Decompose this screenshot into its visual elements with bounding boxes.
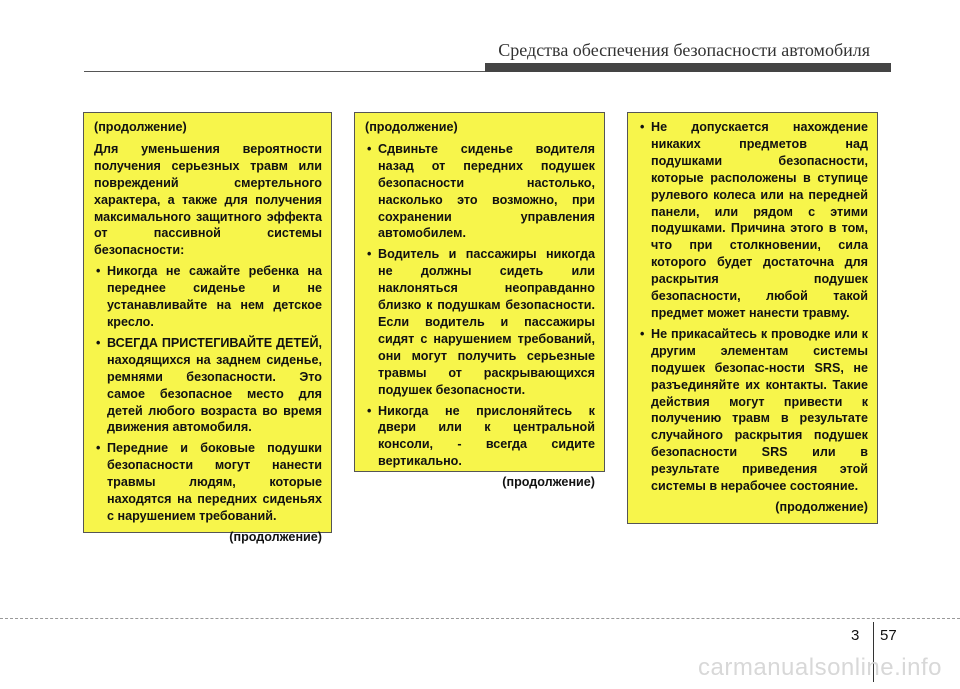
intro-paragraph: Для уменьшения вероятности получения серьезных травм или повреждений смертельного характера, а также для получения максимального защитного эффекта от пассивной системы безопасности: bbox=[94, 141, 322, 258]
list-item-text: Сдвиньте сиденье водителя назад от передних подушек безопасности настолько, насколько это возможно, при сохранении управления автомобилем. bbox=[378, 141, 595, 241]
header-rule-thick bbox=[485, 63, 891, 72]
continued-label-bottom: (продолжение) bbox=[502, 475, 595, 490]
bullet-icon: • bbox=[367, 403, 372, 418]
bullet-icon: • bbox=[96, 335, 101, 350]
list-item bbox=[638, 326, 868, 495]
list-item-text: Никогда не прислоняйтесь к двери или к центральной консоли, - всегда сидите вертикально. bbox=[378, 403, 595, 469]
list-item-text: Водитель и пассажиры никогда не должны сидеть или наклоняться неоправданно близко к подушкам безопасности. Если водитель и пассажиры сидят с нарушением требований, они могут получить серьезные травмы от раскрывающихся подушек безопасности. bbox=[378, 247, 595, 397]
bullet-icon: • bbox=[640, 120, 645, 134]
warning-box-1 bbox=[83, 112, 332, 544]
list-item bbox=[94, 263, 322, 331]
watermark: carmanualsonline.info bbox=[698, 654, 942, 681]
continued-label-top: (продолжение) bbox=[365, 120, 458, 134]
list-item bbox=[365, 403, 595, 471]
header-rule-thin bbox=[84, 71, 494, 72]
list-item-text: Не допускается нахождение никаких предметов над подушками безопасности, которые расположены в ступице рулевого колеса или на передней панели, или рядом с этими подушками. Причина этого в том, что при столкновении, сила которого будет достаточна для раскрытия подушек безопасности, любой такой предмет может нанести травму. bbox=[651, 120, 868, 320]
list-item bbox=[365, 246, 595, 398]
list-item-text: Не прикасайтесь к проводке или к другим элементам системы подушек безопас-ности SRS, не разъединяйте их контакты. Такие действия могут привести к получению травм в результате случайного раскрытия подушек безопасности SRS или в результате приведения этой системы в нерабочее состояние. bbox=[651, 326, 868, 494]
section-title: Средства обеспечения безопасности автомобиля bbox=[498, 40, 870, 60]
chapter-number: 3 bbox=[851, 627, 860, 644]
bullet-icon: • bbox=[367, 247, 372, 262]
list-item-text: ВСЕГДА ПРИСТЕГИВАЙТЕ ДЕТЕЙ, находящихся на заднем сиденье, ремнями безопасности. Это самое безопасное место для детей любого возраста во время движения автомобиля. bbox=[107, 335, 322, 435]
list-item-text: Передние и боковые подушки безопасности могут нанести травмы людям, которые находятся на передних сиденьях с нарушением требований. bbox=[107, 441, 322, 523]
bullet-icon: • bbox=[96, 441, 101, 456]
continued-label-top: (продолжение) bbox=[94, 120, 187, 134]
list-item bbox=[638, 119, 868, 322]
bullet-list bbox=[638, 119, 868, 495]
continued-label-bottom: (продолжение) bbox=[775, 499, 868, 514]
continued-label-bottom: (продолжение) bbox=[229, 529, 322, 544]
footer-rule bbox=[0, 618, 960, 619]
warning-box-3 bbox=[627, 112, 878, 524]
list-item bbox=[94, 335, 322, 436]
list-item bbox=[94, 440, 322, 525]
bullet-list bbox=[94, 263, 322, 525]
list-item bbox=[365, 141, 595, 242]
list-item-text: Никогда не сажайте ребенка на переднее сиденье и не устанавливайте на нем детское кресло. bbox=[107, 264, 322, 329]
bullet-list bbox=[365, 141, 595, 470]
bullet-icon: • bbox=[367, 141, 372, 156]
warning-box-2 bbox=[354, 112, 605, 490]
bullet-icon: • bbox=[96, 264, 101, 279]
bullet-icon: • bbox=[640, 326, 645, 341]
page-number: 57 bbox=[880, 627, 897, 644]
